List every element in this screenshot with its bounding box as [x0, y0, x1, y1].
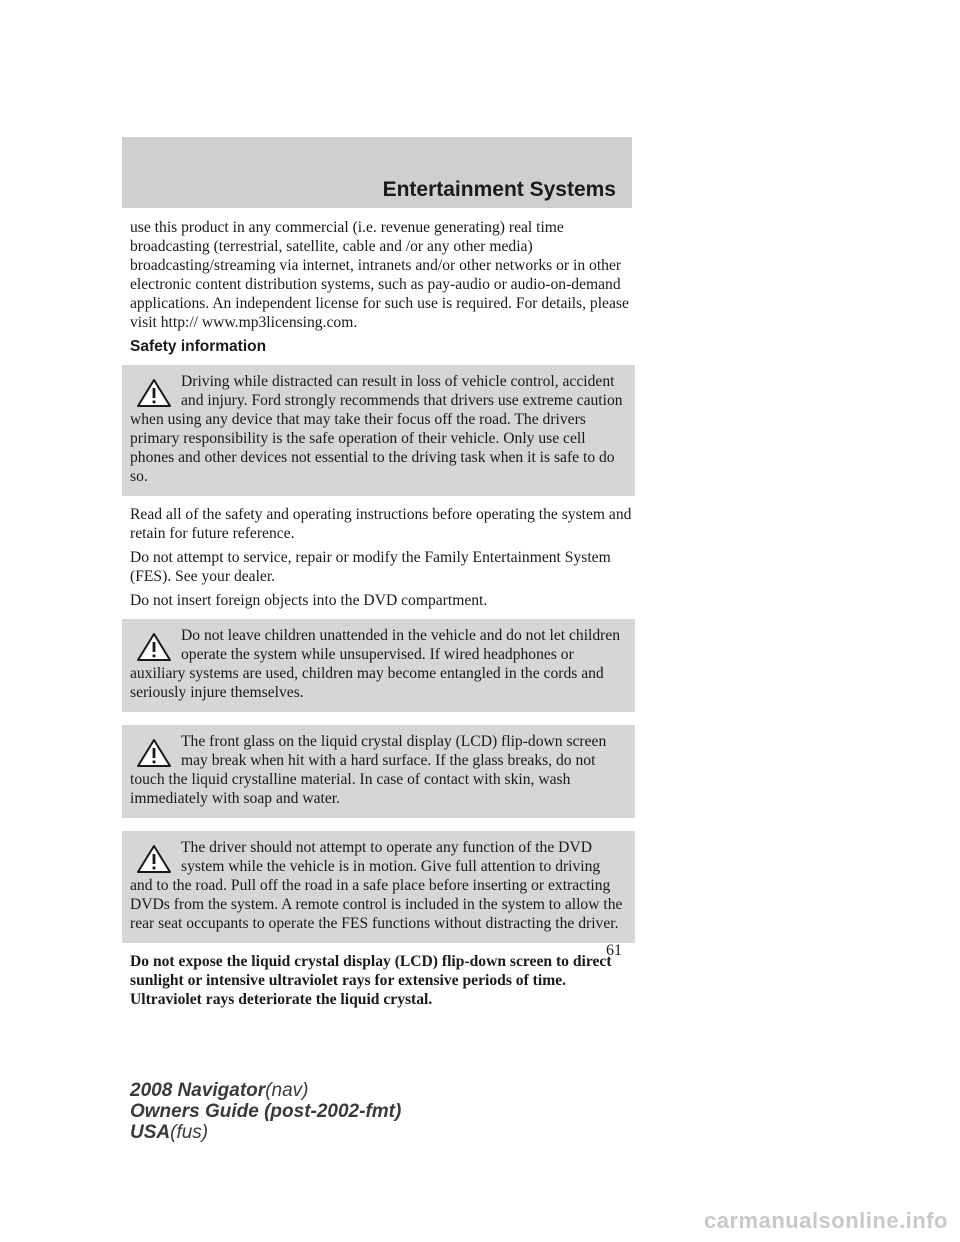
paragraph: Do not insert foreign objects into the DVD compartment. — [130, 592, 488, 609]
warning-triangle-icon — [136, 378, 172, 408]
section-heading: Safety information — [130, 338, 267, 355]
warning-box — [122, 619, 635, 712]
warning-triangle-icon — [136, 632, 172, 662]
warning-box — [122, 365, 635, 496]
footer-guide: Owners Guide (post-2002-fmt) — [130, 1101, 402, 1122]
page-number: 61 — [606, 942, 622, 959]
page-title: Entertainment Systems — [382, 178, 616, 201]
footer-line — [130, 1122, 401, 1143]
bold-warning-paragraph: Do not expose the liquid crystal display (LCD) flip-down screen to direct sunlight or intensive ultraviolet rays for extensive periods of time. Ultraviolet rays deteriorate the liquid crystal. — [130, 953, 612, 1008]
warning-text: The driver should not attempt to operate any function of the DVD system while the vehicle is in motion. Give full attention to driving and to the road. Pull off the road in a safe place before inserting or extracting DVDs from the system. A remote control is included in the system to allow the rear seat occupants to operate the FES functions without distracting the driver. — [130, 839, 623, 932]
footer-market: USA — [130, 1122, 171, 1143]
warning-box — [122, 831, 635, 943]
main-content — [130, 218, 635, 1014]
paragraph: Do not attempt to service, repair or modify the Family Entertainment System (FES). See your dealer. — [130, 549, 611, 585]
header-band — [122, 137, 632, 208]
footer-market-code: (fus) — [170, 1122, 209, 1143]
warning-text: Do not leave children unattended in the vehicle and do not let children operate the system while unsupervised. If wired headphones or auxiliary systems are used, children may become entangled in the cords and seriously injure themselves. — [130, 627, 621, 701]
warning-text: The front glass on the liquid crystal display (LCD) flip-down screen may break when hit with a hard surface. If the glass breaks, do not touch the liquid crystalline material. In case of contact with skin, wash immediately with soap and water. — [130, 733, 607, 807]
warning-triangle-icon — [136, 738, 172, 768]
paragraph: Read all of the safety and operating instructions before operating the system and retain for future reference. — [130, 506, 632, 542]
warning-box — [122, 725, 635, 818]
footer-model-code: (nav) — [265, 1080, 309, 1101]
watermark: carmanualsonline.info — [704, 1208, 948, 1233]
warning-text: Driving while distracted can result in loss of vehicle control, accident and injury. Ford strongly recommends that drivers use extreme caution when using any device that may take their focus off the road. The drivers primary responsibility is the safe operation of their vehicle. Only use cell phones and other devices not essential to the driving task when it is safe to do so. — [130, 373, 623, 485]
footer-model: 2008 Navigator — [130, 1080, 266, 1101]
warning-triangle-icon — [136, 844, 172, 874]
footer-line — [130, 1080, 401, 1101]
footer-line — [130, 1101, 401, 1122]
intro-paragraph: use this product in any commercial (i.e. revenue generating) real time broadcasting (terrestrial, satellite, cable and /or any other media) broadcasting/streaming via internet, intranets and/or other networks or in other electronic content distribution systems, such as pay-audio or audio-on-demand applications. An independent license for such use is required. For details, please visit http:// www.mp3licensing.com. — [130, 219, 629, 331]
footer — [130, 1080, 401, 1143]
